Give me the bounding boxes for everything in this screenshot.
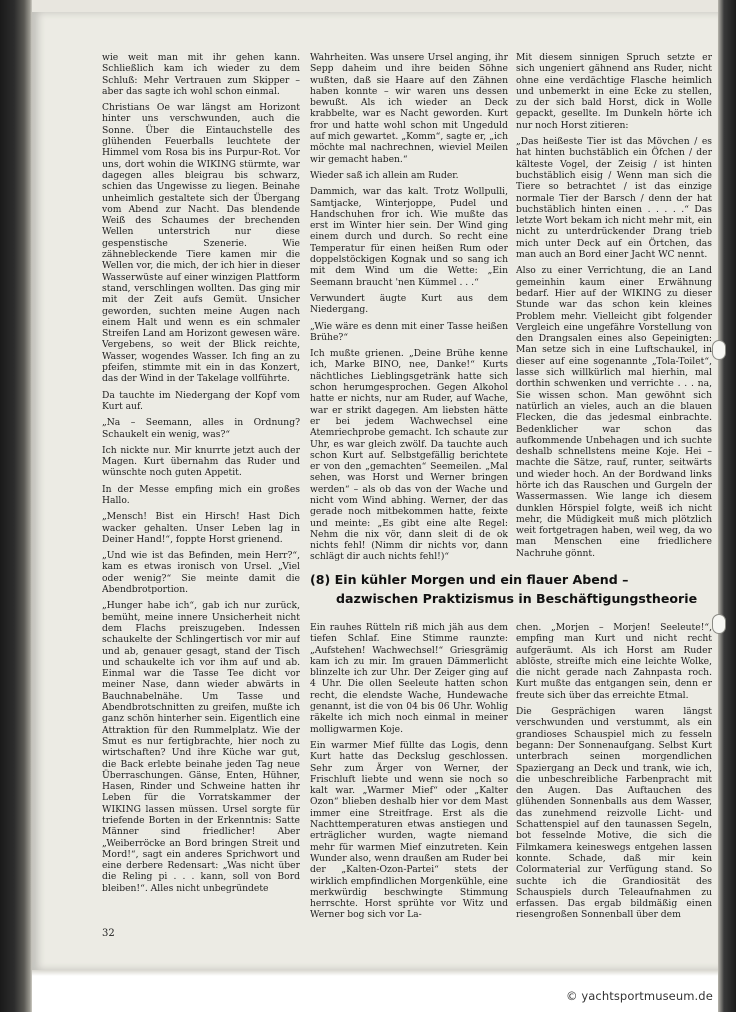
paragraph: chen. „Morjen – Morjen! Seeleute!“, empfing man Kurt und nicht recht aufgeräumt. Als ich Horst am Ruder ablöste, streifte mich eine leichte Wolke, die nicht gerade nach Zahnpasta roch. Kurt mußte das entgangen sein, denn er freute sich über das erreichte Etmal. [516, 622, 712, 701]
paragraph: „Na – Seemann, alles in Ordnung? Schaukelt ein wenig, was?“ [102, 417, 300, 440]
chapter-heading-line-1: (8) Ein kühler Morgen und ein flauer Abend – [310, 572, 629, 587]
paragraph: „Wie wäre es denn mit einer Tasse heißen Brühe?“ [310, 320, 508, 343]
paragraph: „Hunger habe ich“, gab ich nur zurück, bemüht, meine innere Unsicherheit nicht dem Flachs preiszugeben. Indessen schaukelte der Schlingertisch vor mir auf und ab, genauer gesagt, stand der Tisch und schaukelte ich vor ihm auf und ab. Einmal war die Tasse Tee dicht vor meiner Nase, dann wieder abwärts in Bauchnabelnähe. Um Tasse und Abendbrotschnitten zu greifen, mußte ich ganz schön hinterher sein. Eigentlich eine Attraktion für den Rummelplatz. Wie der Smut es nur fertigbrachte, hier noch zu wirtschaften? Und ihre Küche war gut, die Back erlebte beinahe jeden Tag neue Überraschungen. Gänse, Enten, Hühner, Hasen, Rinder und Schweine hatten ihr Leben für die Vorratskammer der WIKING lassen müssen. Ursel sorgte für triefende Borten in der Erkenntnis: Satte Männer sind friedlicher! Aber „Weiberröcke an Bord bringen Streit und Mord!“, sagt ein anderes Sprichwort und eine derbere Redensart: „Was nicht über die Reling pi . . . kann, soll von Bord bleiben!“. Alles nicht unbegründete [102, 600, 300, 894]
paragraph: Ein warmer Mief füllte das Logis, denn Kurt hatte das Deckslug geschlossen. Sehr zum Ärger von Werner, der Frischluft liebte und wenn sie noch so kalt war. „Warmer Mief“ oder „Kalter Ozon“ blieben deshalb hier vor dem Mast immer eine Streitfrage. Erst als die Nachttemperaturen etwas anstiegen und erträglicher wurden, wagte niemand mehr für warmen Mief einzutreten. Kein Wunder also, wenn draußen am Ruder bei der „Kalten-Ozon-Partei“ stets der wirklich empfindlichen Morgenkühle, eine merkwürdig beschwingte Stimmung herrschte. Horst sprühte vor Witz und Werner bog sich vor La- [310, 739, 508, 921]
paragraph: Christians Oe war längst am Horizont hinter uns verschwunden, auch die Sonne. Über die Eintauchstelle des glühenden Feuerballs leuchtete der Himmel vom Rosa bis ins Purpur-Rot. Vor uns, dort wohin die WIKING stürmte, war dagegen alles bleigrau bis schwarz, schien das Ungewisse zu liegen. Beinahe unheimlich gestaltete sich der Übergang vom Abend zur Nacht. Das blendende Weiß des Schaumes der brechenden Wellen unterstrich nur diese gespenstische Szenerie. Wie zähnebleckende Tiere kamen mir die Wellen vor, die mich, der ich hier in dieser Wasserwüste auf einer winzigen Plattform stand, verschlingen wollten. Das ging mir mit der Zeit aufs Gemüt. Unsicher geworden, suchten meine Augen nach einem Halt und wenn es ein schmaler Streifen Land am Horizont gewesen wäre. Vergebens, so weit der Blick reichte, Wasser, wogendes Wasser. Ich fing an zu pfeifen, stimmte mit ein in das Konzert, das der Wind in der Takelage vollführte. [102, 102, 300, 385]
paragraph: In der Messe empfing mich ein großes Hallo. [102, 483, 300, 506]
column-3-lower [516, 622, 712, 952]
punch-hole [712, 614, 726, 634]
column-1 [102, 52, 300, 934]
paragraph: „Und wie ist das Befinden, mein Herr?“, kam es etwas ironisch von Ursel. „Viel oder wenig?“ Sie meinte damit die Abendbrotportion. [102, 550, 300, 596]
punch-hole [712, 340, 726, 360]
page-number: 32 [102, 928, 115, 939]
paragraph: Wieder saß ich allein am Ruder. [310, 169, 459, 181]
watermark: © yachtsportmuseum.de [566, 989, 713, 1003]
page-right-edge [718, 0, 736, 1012]
paragraph: Ich mußte grienen. „Deine Brühe kenne ich, Marke BINO, nee, Danke!“ Kurts nächtliches Lieblingsgetränk hatte sich schon herumgesprochen. Gegen Alkohol hatte er nichts, nur am Ruder, auf Wache, war er strikt dagegen. Am liebsten hätte er bei jedem Wachwechsel eine Atemriechprobe gemacht. Ich schaute zur Uhr, es war gleich zwölf. Da tauchte auch schon Kurt auf. Selbstgefällig berichtete er von den „gemachten“ Seemeilen. „Mal sehen, was Horst und Werner bringen werden“ – als ob das von der Wache und nicht vom Wind abhing. Werner, der das gerade noch mitbekommen hatte, feixte und meinte: „Es gibt eine alte Regel: Nehm die nix vör, dann sleit di de ok nichts fehl! (Nimm dir nichts vor, dann schlägt dir auch nichts fehl!)“ [310, 348, 508, 562]
paragraph: Da tauchte im Niedergang der Kopf vom Kurt auf. [102, 389, 300, 412]
paragraph: Die Gesprächigen waren längst verschwunden und verstummt, als ein grandioses Schauspiel mich zu fesseln begann: Der Sonnenaufgang. Selbst Kurt unterbrach seinen morgendlichen Spaziergang an Deck und trank, wie ich, die unbeschreibliche Farbenpracht mit den Augen. Das Auftauchen des glühenden Sonnenballs aus dem Wasser, das zunehmend reizvolle Licht- und Schattenspiel auf den taunassen Segeln, bot fesselnde Motive, die sich die Filmkamera keineswegs entgehen lassen konnte. Schade, daß mir kein Colormaterial zur Verfügung stand. So suchte ich die Grandiosität des Schauspiels durch Teleaufnahmen zu erfassen. Das ergab bildmäßig einen riesengroßen Sonnenball über dem [516, 706, 712, 921]
book-binding-shadow [0, 0, 32, 1012]
paragraph: Mit diesem sinnigen Spruch setzte er sich ungeniert gähnend ans Ruder, nicht ohne eine verdächtige Flasche heimlich und unbemerkt in eine Ecke zu stellen, zu der sich bald Horst, dick in Wolle gepackt, gesellte. Im Dunkeln hörte ich nur noch Horst zitieren: [516, 52, 712, 131]
paragraph: Ich nickte nur. Mir knurrte jetzt auch der Magen. Kurt übernahm das Ruder und wünschte noch guten Appetit. [102, 444, 300, 479]
paragraph: Dammich, war das kalt. Trotz Wollpulli, Samtjacke, Winterjoppe, Pudel und Handschuhen fror ich. Wie mußte das erst im Winter hier sein. Der Wind ging einem durch und durch. So recht eine Temperatur für einen heißen Rum oder doppelstöckigen Kognak und so sang ich mit dem Wind um die Wette: „Ein Seemann braucht 'nen Kümmel . . .“ [310, 186, 508, 288]
chapter-heading-line-2: dazwischen Praktizismus in Beschäftigungstheorie [336, 591, 698, 606]
chapter-heading [310, 570, 710, 616]
column-2-lower [310, 622, 508, 952]
column-2 [310, 52, 508, 562]
paragraph: Verwundert äugte Kurt aus dem Niedergang. [310, 292, 508, 316]
paragraph: Ein rauhes Rütteln riß mich jäh aus dem tiefen Schlaf. Eine Stimme raunzte: „Aufstehen! Wachwechsel!“ Griesgrämig kam ich zu mir. Im grauen Dämmerlicht blinzelte ich zur Uhr. Der Zeiger ging auf 4 Uhr. Die ollen Seeleute hatten schon recht, die elendste Wache, Hundewache genannt, ist die von 04 bis 06 Uhr. Wohlig räkelte ich mich noch einmal in meiner molligwarmen Koje. [310, 622, 508, 735]
paragraph: Also zu einer Verrichtung, die an Land gemeinhin kaum einer Erwähnung bedarf. Hier auf der WIKING zu dieser Stunde war das schon kein kleines Problem mehr. Vielleicht gibt folgender Vergleich eine ungefähre Vorstellung von den Drangsalen eines also Gepeinigten: Man setze sich in eine Luftschaukel, in dieser auf eine sogenannte „Tola-Toilet“, lasse sich willkürlich mal hierhin, mal dorthin schwenken und verrichte . . . na, Sie wissen schon. Man gewöhnt sich natürlich an vieles, auch an die blauen Flecken, die das jedesmal einbrachte. Bedenklicher war schon das aufkommende Unbehagen und ich suchte deshalb schnellstens meine Koje. Hei – machte die Sätze, rauf, runter, seitwärts und wieder hoch. An der Bordwand links hörte ich das Rauschen und Gurgeln der Wassermassen. Wie lange ich diesem dunklen Hörspiel folgte, weiß ich nicht mehr, die Müdigkeit muß mich plötzlich weit fortgetragen haben, weil weg, da wo man Menschen eine friedlichere Nachruhe gönnt. [516, 265, 712, 559]
paragraph: „Mensch! Bist ein Hirsch! Hast Dich wacker gehalten. Unser Leben lag in Deiner Hand!“, foppte Horst grienend. [102, 511, 300, 545]
paragraph: Wahrheiten. Was unsere Ursel anging, ihr Sepp daheim und ihre beiden Söhne wußten, daß sie Haare auf den Zähnen haben konnte – wir waren uns dessen bewußt. Als ich wieder an Deck krabbelte, war es Nacht geworden. Kurt fror und hatte wohl schon mit Ungeduld auf mich gewartet. „Komm“, sagte er, „ich möchte mal nachrechnen, wieviel Meilen wir gemacht haben.“ [310, 52, 508, 165]
paragraph: wie weit man mit ihr gehen kann. Schließlich kam ich wieder zu dem Schluß: Mehr Vertrauen zum Skipper – aber das sagte ich wohl schon einmal. [102, 52, 300, 97]
column-3 [516, 52, 712, 562]
paragraph: „Das heißeste Tier ist das Mövchen / es hat hinten buchstäblich ein Öfchen / der kälteste Vogel, der Zeisig / ist hinten buchstäblich eisig / Wenn man sich die Tiere so betrachtet / ist das einzige normale Tier der Barsch / denn der hat buchstäblich hinten einen . . . . .“ Das letzte Wort bekam ich nicht mehr mit, ein nicht zu unterdrückender Drang trieb mich unter Deck auf ein Örtchen, das man auch an Bord einer Jacht WC nennt. [516, 136, 712, 261]
